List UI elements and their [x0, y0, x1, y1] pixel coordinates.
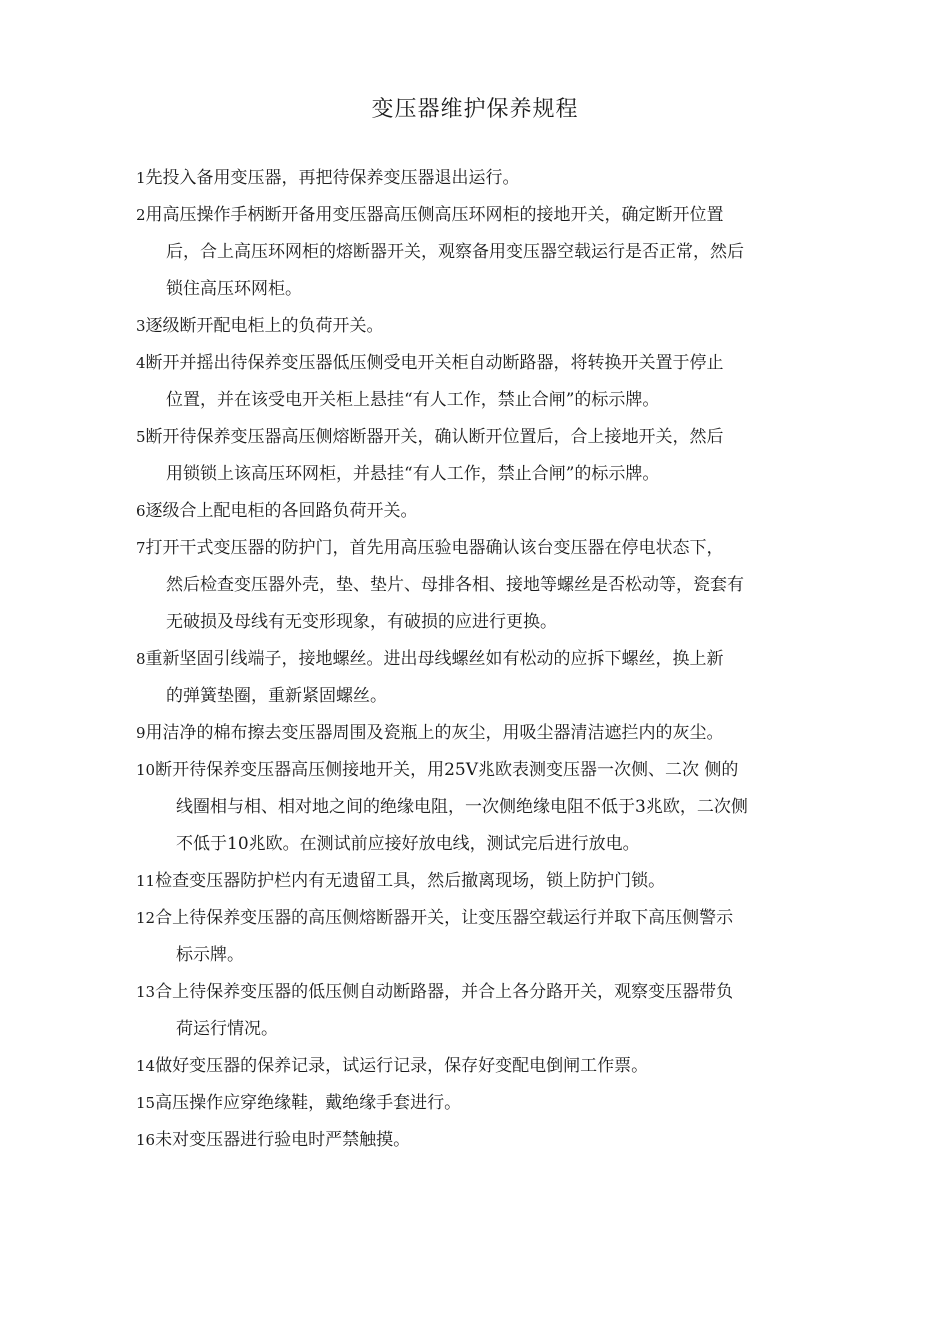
step-text: 锁住高压环网柜。: [166, 279, 302, 299]
step-text: 后，合上高压环网柜的熔断器开关，观察备用变压器空载运行是否正常，然后: [166, 242, 744, 262]
step-continuation-line: [136, 567, 828, 604]
step-number: 15: [136, 1094, 156, 1112]
step-number: 10: [136, 761, 156, 779]
step-number: 14: [136, 1057, 156, 1075]
procedure-list: [136, 160, 828, 1159]
step-number: 9: [136, 724, 146, 742]
page-title: 变压器维护保养规程: [371, 97, 579, 122]
step-text: 用洁净的棉布擦去变压器周围及瓷瓶上的灰尘，用吸尘器清洁遮拦内的灰尘。: [145, 723, 724, 743]
step-first-line: [136, 715, 828, 752]
step-text: 检查变压器防护栏内有无遗留工具，然后撤离现场，锁上防护门锁。: [155, 871, 666, 891]
step-first-line: [136, 900, 828, 937]
step-first-line: [136, 1085, 828, 1122]
step-continuation-line: [136, 826, 828, 863]
step-text: 断开待保养变压器高压侧熔断器开关，确认断开位置后，合上接地开关，然后: [145, 427, 724, 447]
procedure-step: [136, 530, 828, 641]
step-text: 做好变压器的保养记录，试运行记录，保存好变配电倒闸工作票。: [155, 1056, 649, 1076]
step-text: 的弹簧垫圈，重新紧固螺丝。: [166, 686, 387, 706]
step-continuation-line: [136, 234, 828, 271]
procedure-step: [136, 641, 828, 715]
step-first-line: [136, 1048, 828, 1085]
step-first-line: [136, 530, 828, 567]
step-first-line: [136, 197, 828, 234]
step-text: 高压操作应穿绝缘鞋，戴绝缘手套进行。: [155, 1093, 462, 1113]
step-text: 用高压操作手柄断开备用变压器高压侧高压环网柜的接地开关，确定断开位置: [145, 205, 724, 225]
procedure-step: [136, 974, 828, 1048]
procedure-step: [136, 1048, 828, 1085]
procedure-step: [136, 752, 828, 863]
step-first-line: [136, 752, 828, 789]
step-text: 位置，并在该受电开关柜上悬挂“有人工作，禁止合闸”的标示牌。: [166, 390, 660, 410]
step-text: 未对变压器进行验电时严禁触摸。: [155, 1130, 411, 1150]
step-text: 合上待保养变压器的低压侧自动断路器，并合上各分路开关，观察变压器带负: [155, 982, 734, 1002]
step-text: 线圈相与相、相对地之间的绝缘电阻，一次侧绝缘电阻不低于3兆欧，二次侧: [176, 797, 748, 817]
procedure-step: [136, 160, 828, 197]
step-first-line: [136, 863, 828, 900]
step-text: 断开待保养变压器高压侧接地开关，用25V兆欧表测变压器一次侧、二次 侧的: [155, 760, 739, 780]
step-first-line: [136, 419, 828, 456]
step-continuation-line: [136, 456, 828, 493]
step-text: 用锁锁上该高压环网柜，并悬挂“有人工作，禁止合闸”的标示牌。: [166, 464, 660, 484]
step-first-line: [136, 160, 828, 197]
step-first-line: [136, 1122, 828, 1159]
procedure-step: [136, 863, 828, 900]
step-number: 2: [136, 206, 146, 224]
step-text: 逐级合上配电柜的各回路负荷开关。: [145, 501, 418, 521]
step-text: 先投入备用变压器，再把待保养变压器退出运行。: [145, 168, 520, 188]
step-text: 不低于10兆欧。在测试前应接好放电线，测试完后进行放电。: [176, 834, 640, 854]
procedure-step: [136, 1122, 828, 1159]
procedure-step: [136, 1085, 828, 1122]
step-number: 6: [136, 502, 146, 520]
procedure-step: [136, 493, 828, 530]
procedure-step: [136, 900, 828, 974]
step-first-line: [136, 308, 828, 345]
step-text: 逐级断开配电柜上的负荷开关。: [145, 316, 384, 336]
step-text: 打开干式变压器的防护门，首先用高压验电器确认该台变压器在停电状态下，: [145, 538, 724, 558]
step-text: 重新坚固引线端子，接地螺丝。进出母线螺丝如有松动的应拆下螺丝，换上新: [145, 649, 724, 669]
step-first-line: [136, 641, 828, 678]
procedure-step: [136, 197, 828, 308]
step-number: 4: [136, 354, 146, 372]
step-number: 1: [136, 169, 146, 187]
step-text: 标示牌。: [176, 945, 244, 965]
step-text: 然后检查变压器外壳，垫、垫片、母排各相、接地等螺丝是否松动等，瓷套有: [166, 575, 744, 595]
step-continuation-line: [136, 937, 828, 974]
step-number: 8: [136, 650, 146, 668]
step-first-line: [136, 493, 828, 530]
step-continuation-line: [136, 678, 828, 715]
procedure-step: [136, 345, 828, 419]
step-text: 合上待保养变压器的高压侧熔断器开关，让变压器空载运行并取下高压侧警示: [155, 908, 734, 928]
step-continuation-line: [136, 271, 828, 308]
step-text: 断开并摇出待保养变压器低压侧受电开关柜自动断路器，将转换开关置于停止: [145, 353, 724, 373]
step-number: 5: [136, 428, 146, 446]
procedure-step: [136, 308, 828, 345]
step-continuation-line: [136, 1011, 828, 1048]
step-text: 荷运行情况。: [176, 1019, 278, 1039]
step-text: 无破损及母线有无变形现象，有破损的应进行更换。: [166, 612, 557, 632]
step-number: 3: [136, 317, 146, 335]
step-number: 12: [136, 909, 156, 927]
step-number: 16: [136, 1131, 156, 1149]
step-number: 7: [136, 539, 146, 557]
procedure-step: [136, 419, 828, 493]
step-number: 11: [136, 872, 156, 890]
step-number: 13: [136, 983, 156, 1001]
step-continuation-line: [136, 382, 828, 419]
step-first-line: [136, 974, 828, 1011]
step-first-line: [136, 345, 828, 382]
procedure-step: [136, 715, 828, 752]
step-continuation-line: [136, 789, 828, 826]
step-continuation-line: [136, 604, 828, 641]
